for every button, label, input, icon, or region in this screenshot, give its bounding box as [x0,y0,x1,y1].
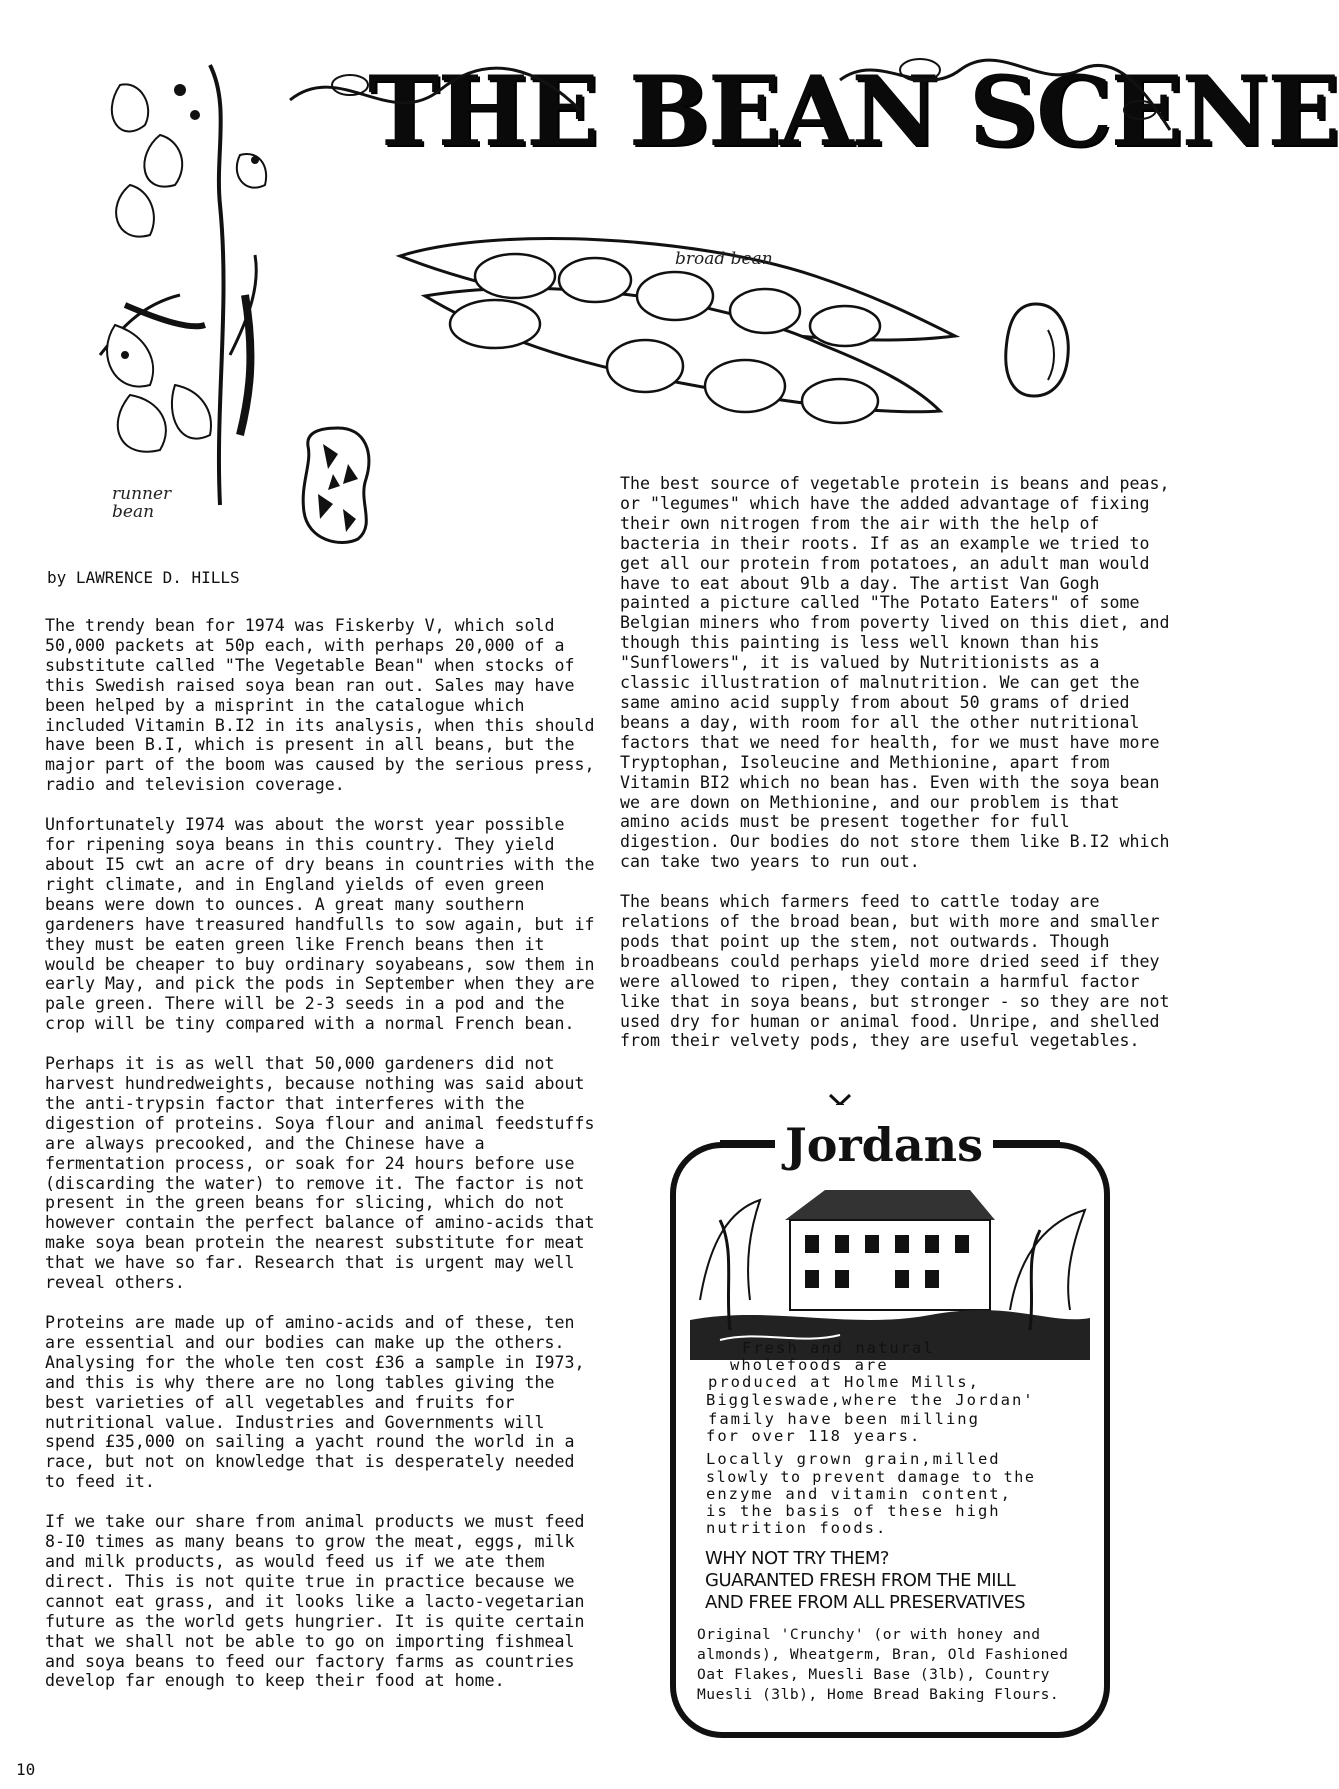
runner-bean-seed-illustration [298,424,378,546]
broad-bean-seed-illustration [1000,300,1072,400]
ad-cta-line: AND FREE FROM ALL PRESERVATIVES [705,1592,1026,1613]
ad-brand-name: Jordans [775,1105,993,1185]
article-paragraph: The trendy bean for 1974 was Fiskerby V, which sold 50,000 packets at 50p each, with perhaps 20,000 of a substitute called "The Vegetable Bean" when stocks of this Swedish raised soya bean ran out. Sales may have been helped by a misprint in the catalogue which included Vitamin B.I2 in its analysis, when this should have been B.I, which is present in all beans, but the major part of the boom was caused by the serious press, radio and television coverage. [45,616,595,795]
runner-bean-label: runner bean [112,484,172,522]
article-paragraph: The best source of vegetable protein is beans and peas, or "legumes" which have the added advantage of fixing their own nitrogen from the air with the help of bacteria in their roots. If as an example we tried to get all our protein from potatoes, an adult man would have to eat about 9lb a day. The artist Van Gogh painted a picture called "The Potato Eaters" of some Belgian miners who from poverty lived on this diet, and though this painting is less well known than his "Sunflowers", it is valued by Nutritionists as a classic illustration of malnutrition. We can get the same amino acid supply from about 50 grams of dried beans a day, with room for all the other nutritional factors that we need for health, for we must have more Tryptophan, Isoleucine and Methionine, apart from Vitamin BI2 which no bean has. Even with the soya bean we are down on Methionine, and our problem is that amino acids must be present together for full digestion. Our bodies do not store them like B.I2 which can take two years to run out. [620,474,1170,872]
ad-body-line: Fresh and natural [742,1339,935,1357]
ad-body-line: for over 118 years. [706,1427,922,1445]
ad-call-to-action [705,1548,1105,1614]
article-byline: by LAWRENCE D. HILLS [47,568,240,587]
broad-bean-label: broad bean [675,249,773,269]
vine-decoration-illustration [280,40,1339,190]
article-paragraph: Unfortunately I974 was about the worst year possible for ripening soya beans in this country. They yield about I5 cwt an acre of dry beans in countries with the right climate, and in England yields of even green beans were down to ounces. A great many southern gardeners have treasured handfulls to sow again, but if they must be eaten green like French beans then it would be cheaper to buy ordinary soyabeans, sow them in early May, and pick the pods in September when they are pale green. There will be 2-3 seeds in a pod and the crop will be tiny compared with a normal French bean. [45,815,595,1034]
ad-body-line: wholefoods are [730,1356,889,1374]
article-left-column [45,616,600,1711]
article-paragraph: The beans which farmers feed to cattle today are relations of the broad bean, but with more and smaller pods that point up the stem, not outwards. Though broadbeans could perhaps yield more dried seed if they were allowed to ripen, they contain a harmful factor like that in soya beans, but stronger - so they are not used dry for human or animal food. Unripe, and shelled from their velvety pods, they are useful vegetables. [620,892,1170,1051]
ad-body-line: slowly to prevent damage to the [706,1468,1036,1486]
ad-cta-line: GUARANTED FRESH FROM THE MILL [705,1570,1016,1591]
article-paragraph: If we take our share from animal products we must feed 8-I0 times as many beans to grow the meat, eggs, milk and milk products, as would feed us if we ate them direct. This is not quite true in practice because we cannot eat grass, and it looks like a lacto-vegetarian future as the world gets hungrier. It is quite certain that we shall not be able to go on importing fishmeal and soya beans to feed our factory farms as countries develop far enough to keep their food at home. [45,1512,585,1691]
ad-body-line: is the basis of these high [706,1502,1001,1520]
ad-title-rule-left [720,1140,780,1146]
page-number: 10 [16,1760,36,1779]
ad-product-list: Original 'Crunchy' (or with honey and almonds), Wheatgerm, Bran, Old Fashioned Oat Flakes, Muesli Base (3lb), Country Muesli (3lb), Home Bread Baking Flours. [697,1626,1069,1703]
ad-body-line: Biggleswade,where the Jordan' [706,1391,1035,1409]
ad-cta-line: WHY NOT TRY THEM? [705,1548,889,1569]
masthead-title: THE BEAN SCENE [368,55,1339,168]
ad-body-line: Locally grown grain,milled [706,1450,1001,1468]
ad-body-line: produced at Holme Mills, [708,1373,980,1391]
holme-mills-illustration [690,1180,1090,1360]
ad-body-line: family have been milling [708,1410,980,1428]
runner-bean-plant-illustration [80,55,310,515]
article-paragraph: Perhaps it is as well that 50,000 gardeners did not harvest hundredweights, because nothing was said about the anti-trypsin factor that interferes with the digestion of proteins. Soya flour and animal feedstuffs are always precooked, and the Chinese have a fermentation process, or soak for 24 hours before use (discarding the water) to remove it. The factor is not present in the green beans for slicing, which do not however contain the perfect balance of amino-acids that make soya bean protein the nearest substitute for meat that we have so far. Research that is urgent may well reveal others. [45,1054,595,1293]
ad-body-line: nutrition foods. [706,1519,888,1537]
ad-body-line: enzyme and vitamin content, [706,1485,1012,1503]
ad-title-rule-right [990,1140,1060,1146]
article-right-column [620,474,1175,1071]
article-paragraph: Proteins are made up of amino-acids and of these, ten are essential and our bodies can make up the others. Analysing for the whole ten cost £36 a sample in I973, and this is why there are no long tables giving the best varieties of all vegetables and fruits for nutritional value. Industries and Governments will spend £35,000 on sailing a yacht round the world in a race, but not on knowledge that is desperately needed to feed it. [45,1313,585,1492]
